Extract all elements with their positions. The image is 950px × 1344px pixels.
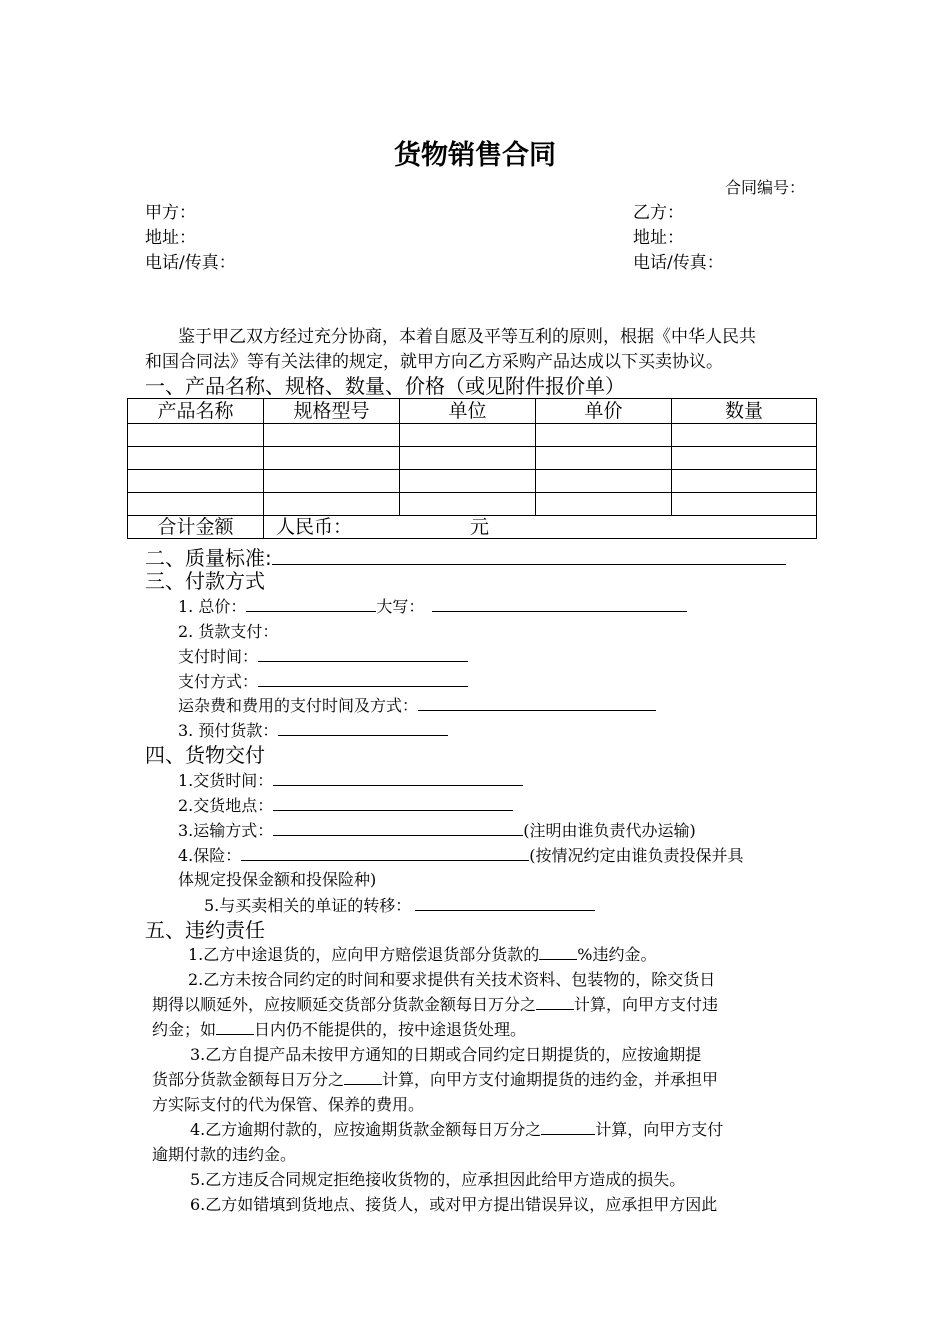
in-words-blank[interactable]: [432, 595, 687, 612]
documents-line: [204, 894, 595, 918]
pay-method-blank[interactable]: [258, 670, 468, 687]
breach-item-1-text: 1.乙方中途退货的，应向甲方赔偿退货部分货款的: [188, 945, 540, 964]
breach-item-3-text-a: 货部分货款金额每日万分之: [152, 1070, 345, 1089]
table-cell[interactable]: [672, 493, 817, 516]
table-cell[interactable]: [264, 447, 400, 470]
documents-blank[interactable]: [415, 894, 595, 911]
insurance-note-line-2: 体规定投保金额和投保险种): [178, 870, 377, 889]
table-total-row: [128, 516, 817, 539]
quality-standard-blank[interactable]: [272, 544, 786, 565]
intro-line-2: 和国合同法》等有关法律的规定，就甲方向乙方采购产品达成以下买卖协议。: [145, 352, 723, 372]
breach-item-2-line-2: [152, 993, 718, 1017]
pay-time-line: [178, 645, 468, 669]
party-a-name: 甲方：: [145, 203, 196, 223]
table-cell[interactable]: [128, 424, 264, 447]
total-price-label: 1. 总价：: [178, 597, 247, 616]
breach-item-6: 6.乙方如错填到货地点、接货人，或对甲方提出错误异议，应承担甲方因此: [190, 1195, 718, 1214]
table-cell[interactable]: [128, 493, 264, 516]
prepay-line: [178, 719, 448, 743]
table-cell[interactable]: [672, 447, 817, 470]
table-cell[interactable]: [672, 470, 817, 493]
delivery-place-label: 2.交货地点：: [178, 796, 274, 815]
section-5-heading: 五、违约责任: [145, 918, 265, 942]
product-table: [127, 398, 817, 539]
breach-item-5: 5.乙方违反合同规定拒绝接收货物的，应承担因此给甲方造成的损失。: [190, 1170, 686, 1189]
breach-item-2-text-b: 计算，向甲方支付违: [574, 995, 719, 1014]
table-cell[interactable]: [264, 493, 400, 516]
delivery-place-line: [178, 794, 513, 818]
total-price-blank[interactable]: [246, 595, 376, 612]
breach-item-2-blank-a[interactable]: [536, 993, 574, 1010]
breach-item-1: [188, 943, 657, 967]
transport-label: 3.运输方式：: [178, 821, 274, 840]
transport-blank[interactable]: [273, 819, 523, 836]
table-row: [128, 424, 817, 447]
delivery-place-blank[interactable]: [273, 794, 513, 811]
table-cell[interactable]: [672, 424, 817, 447]
breach-item-2-blank-b[interactable]: [216, 1018, 254, 1035]
breach-item-4-blank[interactable]: [541, 1118, 595, 1135]
total-amount-cell[interactable]: [264, 516, 817, 539]
section-2-label: 二、质量标准:: [145, 546, 272, 570]
table-cell[interactable]: [536, 493, 672, 516]
section-3-heading: 三、付款方式: [145, 569, 265, 593]
total-label: 合计金额: [128, 516, 264, 539]
section-1-heading: 一、产品名称、规格、数量、价格（或见附件报价单）: [145, 374, 625, 398]
pay-method-line: [178, 670, 468, 694]
insurance-note: (按情况约定由谁负责投保并具: [529, 846, 744, 865]
breach-item-1-blank[interactable]: [539, 943, 577, 960]
rmb-label: 人民币：: [276, 516, 353, 538]
table-row: [128, 493, 817, 516]
transport-line: [178, 819, 696, 843]
delivery-time-line: [178, 769, 523, 793]
contract-number-label: 合同编号：: [725, 178, 806, 197]
section-2-heading: [145, 544, 786, 571]
table-cell[interactable]: [536, 447, 672, 470]
breach-item-3-text-b: 计算，向甲方支付逾期提货的违约金，并承担甲: [382, 1070, 719, 1089]
breach-item-4-text-b: 计算，向甲方支付: [595, 1120, 724, 1139]
breach-item-3-line-1: 3.乙方自提产品未按甲方通知的日期或合同约定日期提货的，应按逾期提: [190, 1045, 702, 1064]
pay-time-label: 支付时间：: [178, 647, 259, 666]
header-quantity: 数量: [672, 399, 817, 424]
insurance-label: 4.保险：: [178, 846, 242, 865]
breach-item-1-suffix: %违约金。: [577, 945, 657, 964]
pay-time-blank[interactable]: [258, 645, 468, 662]
table-cell[interactable]: [264, 470, 400, 493]
party-b-name: 乙方：: [633, 203, 684, 223]
yuan-label: 元: [470, 516, 490, 538]
party-b-phone: 电话/传真：: [633, 253, 724, 273]
party-b-address: 地址：: [633, 228, 684, 248]
table-cell[interactable]: [536, 424, 672, 447]
breach-item-4-text-a: 4.乙方逾期付款的，应按逾期货款金额每日万分之: [190, 1120, 542, 1139]
in-words-label: 大写：: [376, 597, 425, 616]
table-row: [128, 447, 817, 470]
breach-item-2-text-d: 日内仍不能提供的，按中途退货处理。: [254, 1020, 527, 1039]
breach-item-2-text-a: 期得以顺延外，应按顺延交货部分货款金额每日万分之: [152, 995, 537, 1014]
breach-item-2-text-c: 约金；如: [152, 1020, 217, 1039]
intro-line-1: 鉴于甲乙双方经过充分协商，本着自愿及平等互利的原则，根据《中华人民共: [178, 327, 756, 347]
party-a-phone: 电话/传真：: [145, 253, 236, 273]
table-cell[interactable]: [400, 424, 536, 447]
pay-method-label: 支付方式：: [178, 672, 259, 691]
transport-note: (注明由谁负责代办运输): [523, 821, 696, 840]
header-product-name: 产品名称: [128, 399, 264, 424]
page-title: 货物销售合同: [394, 140, 556, 171]
delivery-time-blank[interactable]: [273, 769, 523, 786]
table-cell[interactable]: [128, 447, 264, 470]
breach-item-3-line-3: 方实际支付的代为保管、保养的费用。: [152, 1095, 425, 1114]
table-cell[interactable]: [128, 470, 264, 493]
table-header-row: [128, 399, 817, 424]
prepay-blank[interactable]: [278, 719, 448, 736]
header-spec: 规格型号: [264, 399, 400, 424]
breach-item-2-line-3: [152, 1018, 526, 1042]
table-cell[interactable]: [264, 424, 400, 447]
documents-label: 5.与买卖相关的单证的转移：: [204, 896, 412, 915]
table-cell[interactable]: [400, 470, 536, 493]
breach-item-2-line-1: 2.乙方未按合同约定的时间和要求提供有关技术资料、包装物的，除交货日: [188, 970, 716, 989]
section-4-heading: 四、货物交付: [145, 743, 265, 767]
table-cell[interactable]: [400, 493, 536, 516]
breach-item-4-line-1: [190, 1118, 723, 1142]
header-unit: 单位: [400, 399, 536, 424]
breach-item-4-line-2: 逾期付款的违约金。: [152, 1145, 297, 1164]
delivery-time-label: 1.交货时间：: [178, 771, 274, 790]
insurance-line: [178, 844, 744, 868]
header-unit-price: 单价: [536, 399, 672, 424]
total-price-line: [178, 595, 687, 619]
insurance-blank[interactable]: [241, 844, 529, 861]
table-row: [128, 470, 817, 493]
freight-blank[interactable]: [418, 694, 656, 711]
table-cell[interactable]: [400, 447, 536, 470]
breach-item-3-blank[interactable]: [344, 1068, 382, 1085]
payment-label: 2. 货款支付：: [178, 622, 279, 641]
breach-item-3-line-2: [152, 1068, 718, 1092]
freight-line: [178, 694, 656, 718]
party-a-address: 地址：: [145, 228, 196, 248]
freight-label: 运杂费和费用的支付时间及方式：: [178, 696, 419, 715]
table-cell[interactable]: [536, 470, 672, 493]
prepay-label: 3. 预付货款：: [178, 721, 279, 740]
